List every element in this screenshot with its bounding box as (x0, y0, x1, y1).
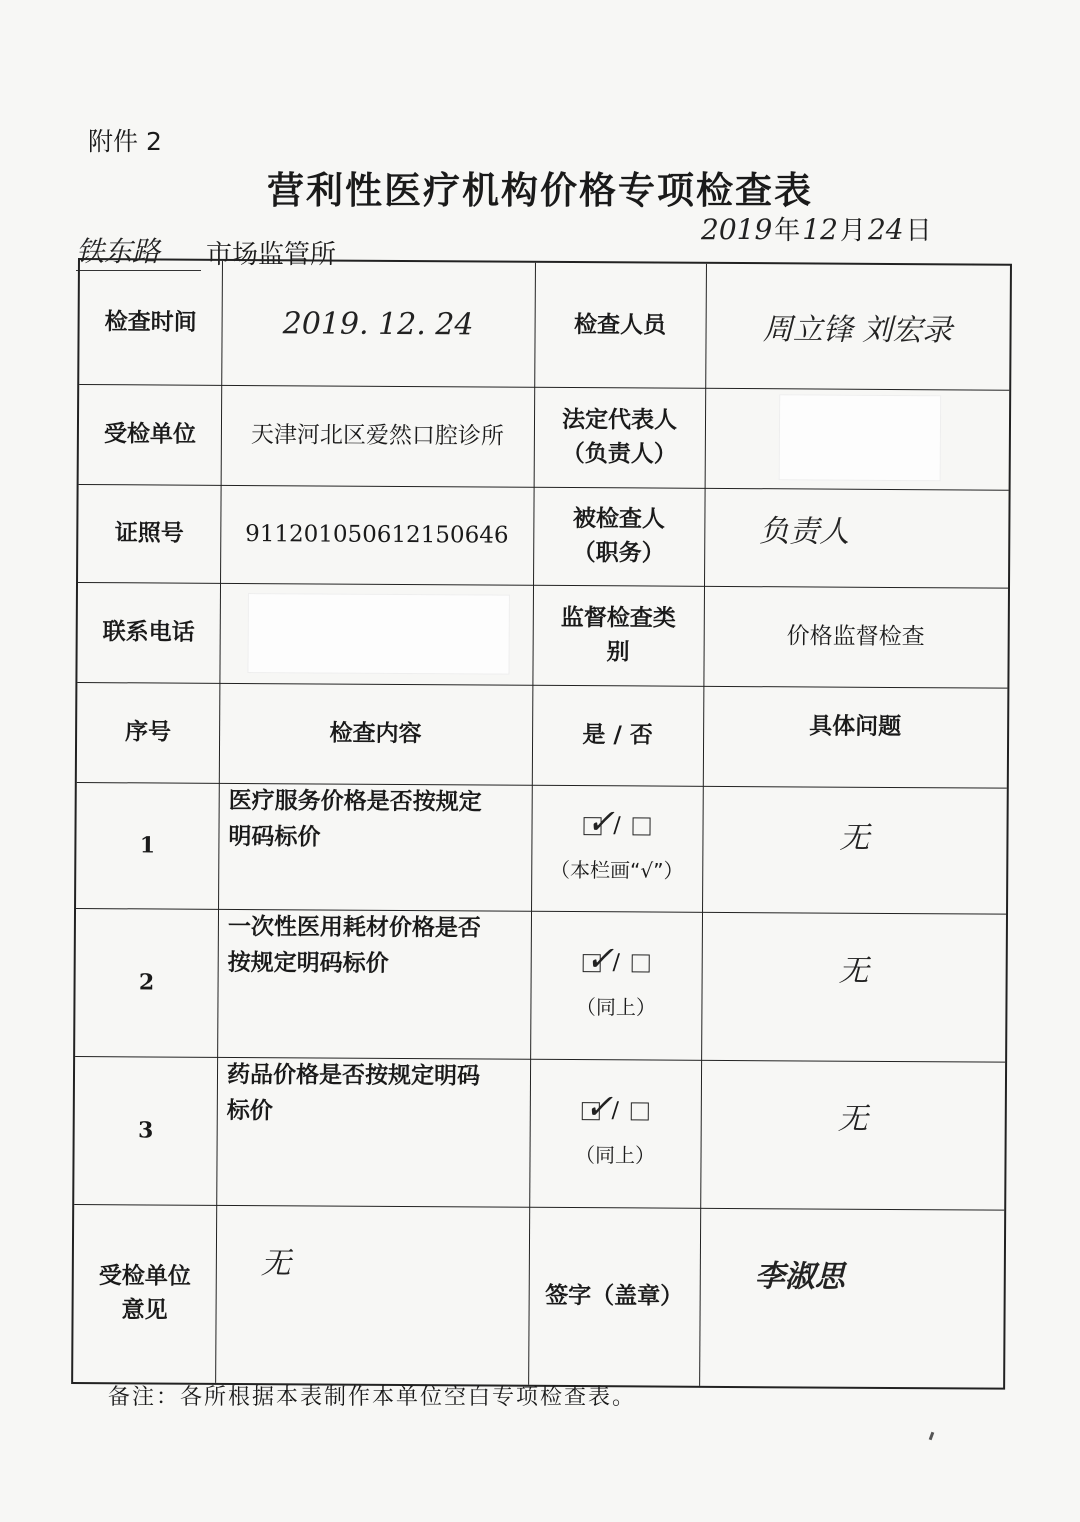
inspectors-label: 检查人员 (574, 312, 667, 339)
row-3-seq: 3 (137, 1117, 154, 1144)
row-3-note: （同上） (574, 1143, 656, 1168)
row-2-no-checkbox[interactable] (632, 954, 650, 972)
row-1-yes-no (531, 785, 703, 912)
category-label-line1: 监督检查类 (560, 604, 676, 632)
attachment-label: 附件 2 (88, 127, 162, 156)
date-day-suffix: 日 (905, 216, 932, 246)
date-day: 24 (867, 213, 904, 246)
inspected-person-label-line1: 被检查人 (572, 506, 665, 533)
date-year: 2019 (701, 213, 773, 246)
category-value: 价格监督检查 (786, 623, 925, 651)
row-1-note: （本栏画“√”） (549, 857, 684, 883)
check-mark-icon: ✓ (585, 938, 615, 979)
check-mark-icon: ✓ (584, 1086, 614, 1127)
form-title: 营利性医疗机构价格专项检查表 (267, 169, 813, 212)
remark-note: 备注：各所根据本表制作本单位空白专项检查表。 (108, 1385, 637, 1410)
unit-value: 天津河北区爱然口腔诊所 (250, 422, 504, 450)
row-3-no-checkbox[interactable] (631, 1102, 649, 1120)
opinion-value: 无 (260, 1246, 291, 1282)
signature-value: 李淑思 (754, 1259, 845, 1295)
inspect-time-label: 检查时间 (104, 309, 197, 336)
row-3-issue: 无 (837, 1101, 868, 1137)
row-3-yes-checkbox[interactable] (582, 1086, 614, 1127)
legal-rep-label-line1: 法定代表人 (561, 406, 678, 434)
form-date (700, 210, 933, 247)
row-3-content-line1: 药品价格是否按规定明码 (226, 1061, 481, 1090)
row-3-yes-no (529, 1059, 701, 1208)
category-label (532, 585, 704, 686)
yes-no-header: 是 / 否 (582, 722, 653, 749)
yes-no-separator: / (613, 813, 621, 839)
row-1-content-line1: 医疗服务价格是否按规定 (228, 787, 482, 816)
date-year-suffix: 年 (774, 216, 801, 246)
row-1-seq: 1 (139, 832, 156, 859)
legal-rep-label (534, 387, 706, 488)
yes-no-separator: / (612, 950, 620, 976)
yes-no-separator: / (611, 1098, 620, 1124)
category-label-line2: 别 (606, 639, 630, 666)
row-1-content-line2: 明码标价 (228, 823, 321, 851)
row-1-yes-checkbox[interactable] (583, 801, 615, 842)
opinion-label (73, 1204, 216, 1383)
office-handwritten: 铁东路 (76, 230, 201, 271)
unit-label: 受检单位 (103, 421, 197, 448)
license-label: 证照号 (114, 520, 184, 547)
row-3-content-line2: 标价 (226, 1097, 273, 1125)
inspected-person-value: 负责人 (759, 514, 850, 550)
license-value: 911201050612150646 (245, 521, 509, 549)
issue-header: 具体问题 (809, 713, 902, 741)
office-suffix: 市场监管所 (206, 240, 337, 270)
signature-label: 签字（盖章） (545, 1282, 684, 1310)
phone-label: 联系电话 (102, 619, 195, 646)
inspected-person-label-line2: （职务） (572, 540, 665, 567)
row-2-content (217, 909, 531, 1059)
date-month: 12 (802, 213, 838, 246)
legal-rep-label-line2: （负责人） (561, 440, 677, 468)
opinion-label-line2: 意见 (121, 1297, 168, 1324)
row-2-seq: 2 (138, 969, 155, 996)
row-2-content-line1: 一次性医用耗材价格是否 (227, 913, 481, 942)
row-1-no-checkbox[interactable] (633, 817, 651, 835)
row-1-content (218, 783, 532, 911)
row-2-note: （同上） (575, 995, 657, 1020)
redacted-phone (247, 593, 509, 675)
inspect-time-value: 2019. 12. 24 (282, 305, 474, 342)
paper-speck (929, 1432, 935, 1441)
row-2-content-line2: 按规定明码标价 (227, 949, 389, 977)
row-2-issue: 无 (838, 953, 869, 989)
row-3-content (216, 1057, 530, 1207)
row-2-yes-checkbox[interactable] (582, 938, 615, 979)
row-1-issue: 无 (839, 820, 870, 856)
content-header: 检查内容 (329, 720, 422, 748)
inspectors-value: 周立锋 刘宏录 (762, 312, 953, 349)
seq-header: 序号 (125, 719, 172, 746)
row-2-yes-no (530, 911, 702, 1060)
date-month-suffix: 月 (839, 216, 866, 246)
check-mark-icon: ✓ (586, 801, 615, 842)
opinion-label-line1: 受检单位 (98, 1263, 191, 1290)
redacted-legal-rep (779, 394, 942, 481)
inspection-table (71, 258, 1012, 1390)
inspected-person-label (533, 487, 705, 586)
